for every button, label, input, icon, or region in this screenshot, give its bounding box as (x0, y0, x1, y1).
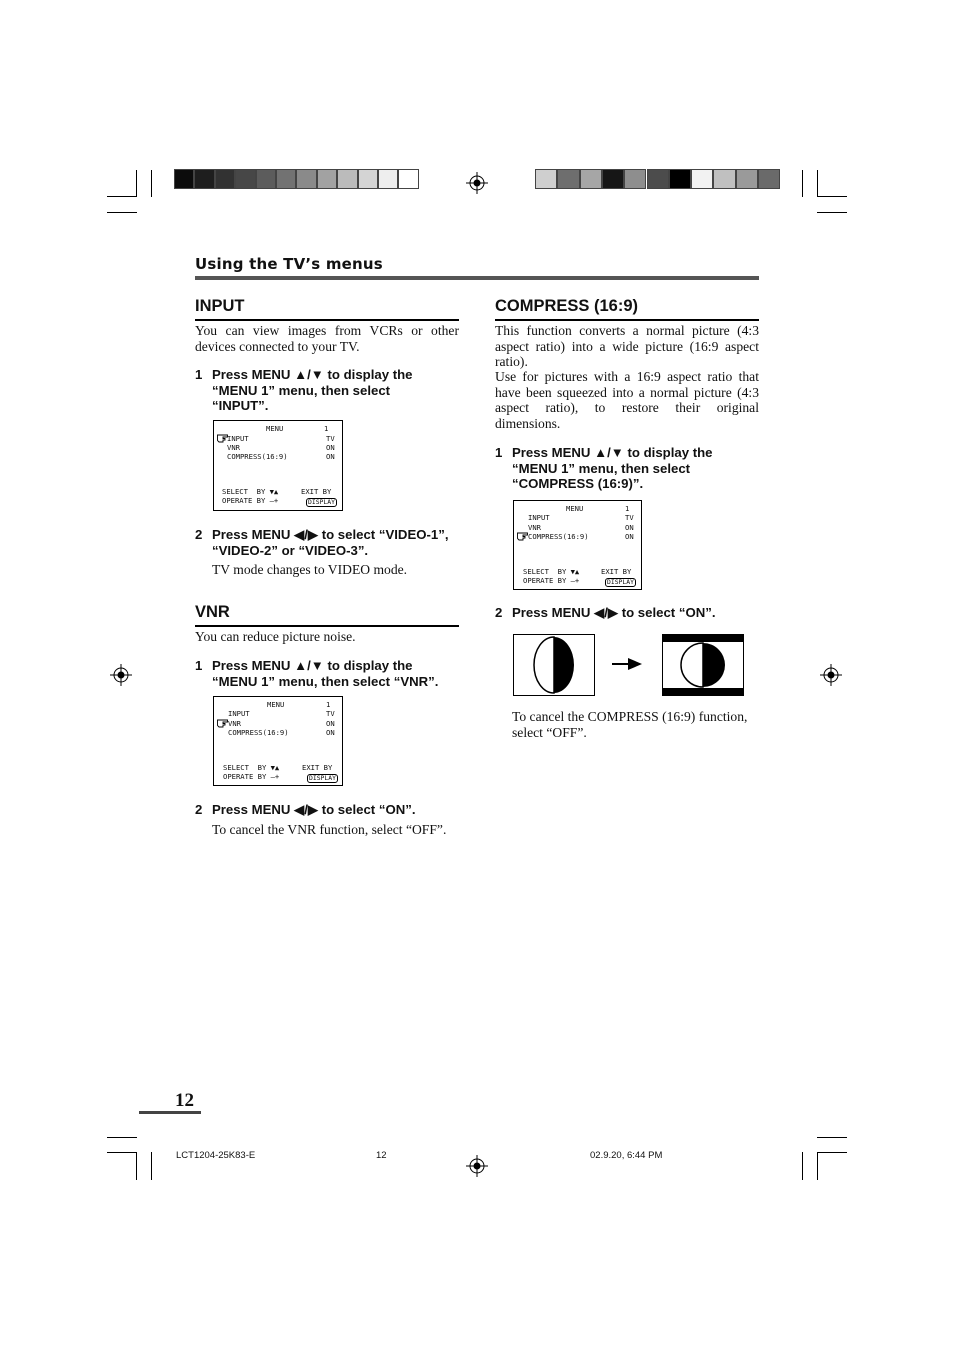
menu-row-label: VNR (228, 719, 241, 728)
step-line: “MENU 1” menu, then select “VNR”. (212, 673, 439, 689)
menu-row-value: TV (326, 434, 335, 443)
step-line: Press MENU ◀/▶ to select “VIDEO-1”, (212, 527, 449, 542)
pointing-hand-icon (217, 719, 228, 731)
menu-row-value: ON (326, 443, 335, 452)
menu-operate-hint: OPERATE BY –+ (223, 772, 280, 781)
step-line: “MENU 1” menu, then select (212, 382, 391, 398)
menu-operate-hint: OPERATE BY –+ (523, 576, 580, 585)
input-step-1 (195, 367, 465, 415)
menu-select-hint: SELECT BY ▼▲ (223, 763, 280, 772)
menu-row-value: ON (326, 719, 335, 728)
calibration-swatch (736, 169, 758, 189)
display-button-glyph: DISPLAY (309, 774, 336, 782)
menu-select-hint: SELECT BY ▼▲ (222, 487, 279, 496)
calibration-swatch (358, 169, 378, 189)
compress-step-2 (495, 605, 765, 622)
input-step-2-note: TV mode changes to VIDEO mode. (212, 562, 408, 577)
calibration-swatch (215, 169, 235, 189)
footer-page: 12 (376, 1150, 387, 1161)
calibration-swatch (194, 169, 214, 189)
input-step-2 (195, 527, 470, 561)
footer-doc-id: LCT1204-25K83-E (176, 1150, 256, 1161)
arrow-right-icon (612, 657, 642, 676)
calibration-swatch (557, 169, 579, 189)
step-text (212, 527, 448, 558)
compress-cancel-note (512, 709, 767, 740)
step-line: Press MENU ▲/▼ to display the (212, 367, 413, 382)
calibration-swatch (669, 169, 691, 189)
menu-row-value: ON (625, 532, 634, 541)
title-rule (195, 276, 759, 280)
vnr-intro: You can reduce picture noise. (195, 629, 356, 644)
menu-page: 1 (324, 424, 329, 433)
step-number: 2 (495, 605, 503, 620)
menu-row-value: TV (625, 513, 634, 522)
compress-paragraph-2: Use for pictures with a 16:9 aspect ratio that have been squeezed into a normal picture (4:3 aspect ratio), to restore their original dimensions. (495, 369, 759, 431)
restored-wide-picture-illustration (662, 634, 744, 701)
step-text (212, 367, 413, 414)
step-line: “INPUT”. (212, 398, 269, 413)
vnr-step-1 (195, 658, 465, 690)
menu-title: MENU (566, 504, 584, 513)
menu-exit-hint: EXIT BY (302, 763, 333, 772)
step-line: “VIDEO-2” or “VIDEO-3”. (212, 542, 369, 558)
vnr-heading: VNR (195, 603, 230, 621)
step-number: 2 (195, 527, 203, 542)
step-line: “COMPRESS (16:9)”. (512, 476, 644, 491)
menu-row-label: INPUT (227, 434, 249, 443)
menu-row-label: COMPRESS(16:9) (528, 532, 589, 541)
osd-menu-screen (213, 420, 343, 511)
calibration-swatch (174, 169, 194, 189)
step-number: 1 (195, 658, 203, 673)
calibration-swatch (276, 169, 296, 189)
step-number: 2 (195, 802, 203, 817)
registration-mark-icon (466, 172, 488, 194)
step-text: Press MENU ◀/▶ to select “ON”. (512, 605, 716, 620)
page-title: Using the TV’s menus (195, 255, 383, 273)
calibration-swatch (602, 169, 624, 189)
menu-row-label: COMPRESS(16:9) (227, 452, 288, 461)
menu-row-value: ON (625, 523, 634, 532)
calibration-swatch (691, 169, 713, 189)
note-line: select “OFF”. (512, 724, 587, 740)
calibration-swatch (337, 169, 357, 189)
menu-row-value: ON (326, 728, 335, 737)
step-text (512, 445, 713, 492)
calibration-swatch (235, 169, 255, 189)
calibration-swatch (398, 169, 418, 189)
menu-page: 1 (326, 700, 331, 709)
menu-row-label: VNR (227, 443, 240, 452)
step-number: 1 (195, 367, 203, 382)
menu-page: 1 (625, 504, 630, 513)
step-line: Press MENU ▲/▼ to display the (512, 445, 713, 460)
compress-paragraph-1: This function converts a normal picture (4:3 aspect ratio) into a wide picture (16:9 aspect ratio). (495, 323, 759, 369)
menu-row-label: COMPRESS(16:9) (228, 728, 289, 737)
registration-mark-icon (466, 1155, 488, 1177)
calibration-swatch (378, 169, 398, 189)
menu-exit-hint: EXIT BY (301, 487, 332, 496)
input-intro: You can view images from VCRs or other devices connected to your TV. (195, 323, 459, 354)
calibration-swatch (256, 169, 276, 189)
menu-title: MENU (266, 424, 284, 433)
menu-row-label: VNR (528, 523, 541, 532)
menu-operate-hint: OPERATE BY –+ (222, 496, 279, 505)
calibration-swatch (535, 169, 557, 189)
display-button-glyph: DISPLAY (607, 578, 634, 586)
page-number: 12 (175, 1090, 194, 1111)
display-button-glyph: DISPLAY (308, 498, 335, 506)
input-heading-rule (195, 319, 459, 321)
pointing-hand-icon (517, 532, 528, 544)
menu-exit-hint: EXIT BY (601, 567, 632, 576)
menu-row-label: INPUT (528, 513, 550, 522)
step-text (212, 658, 438, 689)
menu-row-value: TV (326, 709, 335, 718)
osd-menu-screen (513, 500, 642, 590)
squeezed-picture-illustration (513, 634, 595, 701)
page-number-rule (139, 1111, 201, 1114)
compress-heading: COMPRESS (16:9) (495, 297, 639, 315)
registration-mark-icon (110, 664, 132, 686)
menu-row-value: ON (326, 452, 335, 461)
input-heading: INPUT (195, 297, 245, 315)
compress-heading-rule (495, 319, 759, 321)
vnr-step-2-note: To cancel the VNR function, select “OFF”. (212, 822, 447, 837)
calibration-swatch (296, 169, 316, 189)
footer-timestamp: 02.9.20, 6:44 PM (590, 1150, 663, 1161)
registration-mark-icon (820, 664, 842, 686)
menu-select-hint: SELECT BY ▼▲ (523, 567, 580, 576)
step-number: 1 (495, 445, 503, 460)
menu-row-label: INPUT (228, 709, 250, 718)
vnr-heading-rule (195, 625, 459, 627)
note-line: To cancel the COMPRESS (16:9) function, (512, 709, 748, 724)
calibration-swatch (580, 169, 602, 189)
compress-step-1 (495, 445, 765, 493)
vnr-step-2 (195, 802, 465, 819)
step-line: Press MENU ▲/▼ to display the (212, 658, 413, 673)
osd-menu-screen (213, 696, 343, 786)
calibration-swatch (647, 169, 669, 189)
calibration-swatch (624, 169, 646, 189)
menu-title: MENU (267, 700, 285, 709)
step-line: “MENU 1” menu, then select (512, 460, 691, 476)
calibration-swatch (317, 169, 337, 189)
calibration-swatch (758, 169, 780, 189)
calibration-swatch (713, 169, 735, 189)
step-text: Press MENU ◀/▶ to select “ON”. (212, 802, 416, 817)
